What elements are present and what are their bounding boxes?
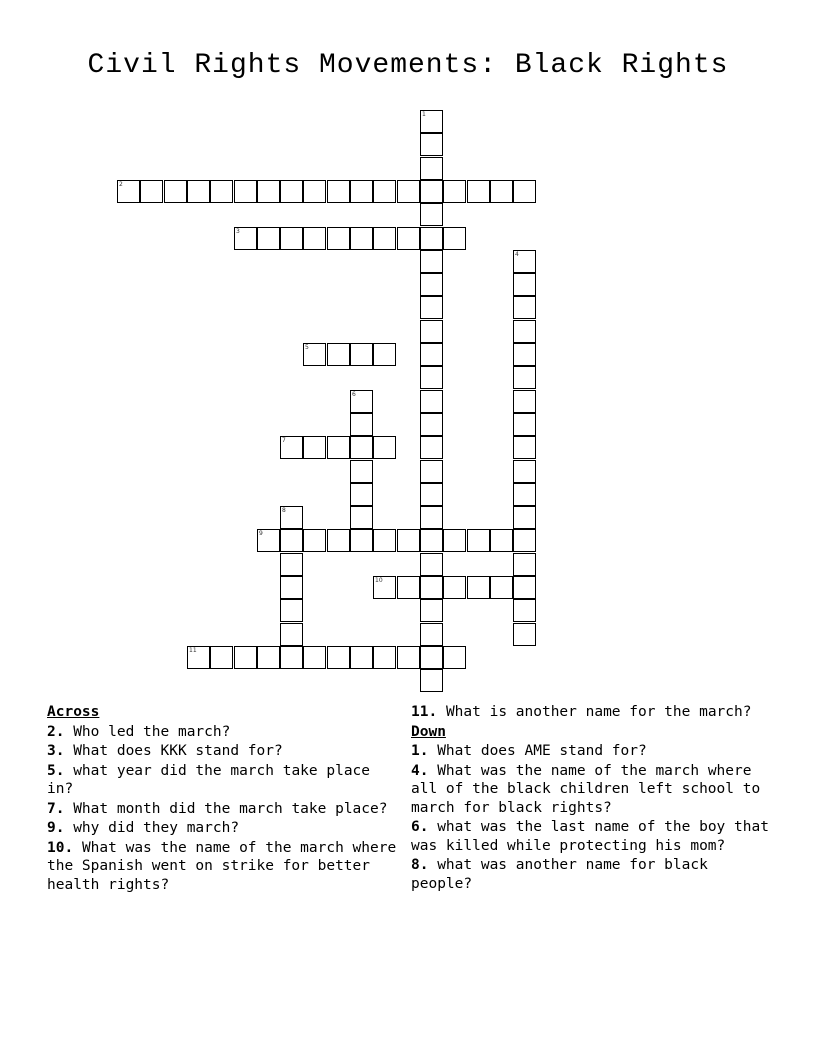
grid-cell <box>373 227 396 250</box>
clue-text: What does AME stand for? <box>437 743 647 759</box>
grid-cell <box>420 366 443 389</box>
clue-number: 9. <box>47 820 65 836</box>
cell-number: 3 <box>236 228 240 235</box>
grid-cell <box>164 180 187 203</box>
clue-across-9 <box>47 819 402 838</box>
grid-cell <box>280 506 303 529</box>
grid-cell <box>397 227 420 250</box>
grid-cell <box>513 483 536 506</box>
grid-cell <box>443 576 466 599</box>
grid-cell <box>350 227 373 250</box>
grid-cell <box>490 576 513 599</box>
grid-cell <box>513 343 536 366</box>
grid-cell <box>513 553 536 576</box>
grid-cell <box>420 436 443 459</box>
grid-cell <box>257 529 280 552</box>
grid-cell <box>420 203 443 226</box>
clue-down-8 <box>411 856 771 893</box>
clue-across-3 <box>47 742 402 761</box>
grid-cell <box>420 320 443 343</box>
grid-cell <box>373 576 396 599</box>
grid-cell <box>350 180 373 203</box>
cell-number: 8 <box>282 507 286 514</box>
grid-cell <box>280 529 303 552</box>
grid-cell <box>467 529 490 552</box>
grid-cell <box>303 227 326 250</box>
clue-text: what was another name for black people? <box>411 857 708 892</box>
grid-cell <box>420 413 443 436</box>
clue-across-2 <box>47 723 402 742</box>
grid-cell <box>467 576 490 599</box>
grid-cell <box>420 180 443 203</box>
grid-cell <box>140 180 163 203</box>
clue-number: 5. <box>47 762 65 779</box>
grid-cell <box>327 180 350 203</box>
cell-number: 7 <box>282 437 286 444</box>
clue-number: 10. <box>47 839 74 856</box>
grid-cell <box>303 180 326 203</box>
clue-text: What does KKK stand for? <box>73 743 283 759</box>
grid-cell <box>397 180 420 203</box>
grid-cell <box>327 529 350 552</box>
clue-text: What was the name of the march where all of the black children left school to march for black rights? <box>411 762 761 816</box>
grid-cell <box>397 576 420 599</box>
grid-cell <box>443 227 466 250</box>
grid-cell <box>373 646 396 669</box>
clue-number: 7. <box>47 800 65 817</box>
cell-number: 1 <box>422 111 426 118</box>
grid-cell <box>443 529 466 552</box>
grid-cell <box>420 343 443 366</box>
grid-cell <box>210 646 233 669</box>
cell-number: 5 <box>305 344 309 351</box>
grid-cell <box>373 343 396 366</box>
grid-cell <box>420 483 443 506</box>
grid-cell <box>187 180 210 203</box>
grid-cell <box>443 646 466 669</box>
grid-cell <box>513 599 536 622</box>
grid-cell <box>373 180 396 203</box>
across-heading: Across <box>47 704 100 720</box>
grid-cell <box>280 180 303 203</box>
grid-cell <box>397 529 420 552</box>
grid-cell <box>420 250 443 273</box>
clue-number: 8. <box>411 857 429 873</box>
grid-cell <box>303 646 326 669</box>
grid-cell <box>513 180 536 203</box>
grid-cell <box>513 296 536 319</box>
clue-across-5 <box>47 762 402 799</box>
grid-cell <box>420 460 443 483</box>
clue-text: Who led the march? <box>73 723 231 740</box>
grid-cell <box>350 483 373 506</box>
cell-number: 10 <box>375 577 383 584</box>
grid-cell <box>397 646 420 669</box>
grid-cell <box>327 436 350 459</box>
grid-cell <box>350 506 373 529</box>
grid-cell <box>420 646 443 669</box>
grid-cell <box>327 343 350 366</box>
cell-number: 4 <box>515 251 519 258</box>
grid-cell <box>350 529 373 552</box>
grid-cell <box>280 553 303 576</box>
cell-number: 9 <box>259 530 263 537</box>
grid-cell <box>257 180 280 203</box>
clue-text: What month did the march take place? <box>73 800 388 817</box>
grid-cell <box>280 576 303 599</box>
clue-text: What is another name for the march? <box>445 704 752 720</box>
grid-cell <box>420 110 443 133</box>
grid-cell <box>234 646 257 669</box>
grid-cell <box>117 180 140 203</box>
grid-cell <box>350 436 373 459</box>
clue-text: what was the last name of the boy that was killed while protecting his mom? <box>411 819 769 854</box>
cell-number: 2 <box>119 181 123 188</box>
clue-number: 4. <box>411 762 429 779</box>
clue-text: what year did the march take place in? <box>47 762 371 797</box>
grid-cell <box>420 553 443 576</box>
grid-cell <box>420 227 443 250</box>
grid-cell <box>257 646 280 669</box>
clue-number: 11. <box>411 704 438 720</box>
grid-cell <box>280 436 303 459</box>
grid-cell <box>420 296 443 319</box>
grid-cell <box>350 646 373 669</box>
cell-number: 6 <box>352 391 356 398</box>
grid-cell <box>513 390 536 413</box>
grid-cell <box>350 390 373 413</box>
grid-cell <box>350 460 373 483</box>
grid-cell <box>513 436 536 459</box>
grid-cell <box>327 227 350 250</box>
grid-cell <box>513 250 536 273</box>
grid-cell <box>513 623 536 646</box>
clue-text: What was the name of the march where the Spanish went on strike for better health rights? <box>47 839 397 893</box>
grid-cell <box>513 460 536 483</box>
grid-cell <box>513 320 536 343</box>
grid-cell <box>257 227 280 250</box>
grid-cell <box>513 366 536 389</box>
puzzle-title: Civil Rights Movements: Black Rights <box>87 50 729 81</box>
grid-cell <box>420 599 443 622</box>
clue-across-7 <box>47 800 402 819</box>
grid-cell <box>210 180 233 203</box>
grid-cell <box>303 343 326 366</box>
grid-cell <box>420 669 443 692</box>
grid-cell <box>350 343 373 366</box>
across-clues <box>47 703 402 895</box>
grid-cell <box>420 157 443 180</box>
grid-cell <box>280 599 303 622</box>
clue-down-4 <box>411 762 771 818</box>
grid-cell <box>420 273 443 296</box>
clue-down-1 <box>411 742 771 761</box>
grid-cell <box>420 133 443 156</box>
clue-across-11 <box>411 703 771 722</box>
grid-cell <box>513 529 536 552</box>
grid-cell <box>443 180 466 203</box>
grid-cell <box>373 436 396 459</box>
grid-cell <box>513 273 536 296</box>
clue-across-10 <box>47 839 402 895</box>
grid-cell <box>280 646 303 669</box>
grid-cell <box>420 506 443 529</box>
grid-cell <box>513 506 536 529</box>
grid-cell <box>373 529 396 552</box>
right-clues <box>411 703 771 894</box>
grid-cell <box>327 646 350 669</box>
grid-cell <box>513 413 536 436</box>
grid-cell <box>234 227 257 250</box>
grid-cell <box>280 227 303 250</box>
cell-number: 11 <box>189 647 197 654</box>
clue-number: 3. <box>47 743 65 759</box>
down-heading: Down <box>411 723 446 740</box>
grid-cell <box>490 180 513 203</box>
clue-down-6 <box>411 818 771 855</box>
clue-text: why did they march? <box>73 820 240 836</box>
grid-cell <box>187 646 210 669</box>
clue-number: 2. <box>47 723 65 740</box>
grid-cell <box>303 436 326 459</box>
grid-cell <box>280 623 303 646</box>
grid-cell <box>420 529 443 552</box>
grid-cell <box>513 576 536 599</box>
grid-cell <box>420 576 443 599</box>
grid-cell <box>467 180 490 203</box>
grid-cell <box>350 413 373 436</box>
clue-number: 6. <box>411 819 429 835</box>
grid-cell <box>420 623 443 646</box>
grid-cell <box>234 180 257 203</box>
grid-cell <box>420 390 443 413</box>
grid-cell <box>303 529 326 552</box>
clue-number: 1. <box>411 743 429 759</box>
grid-cell <box>490 529 513 552</box>
